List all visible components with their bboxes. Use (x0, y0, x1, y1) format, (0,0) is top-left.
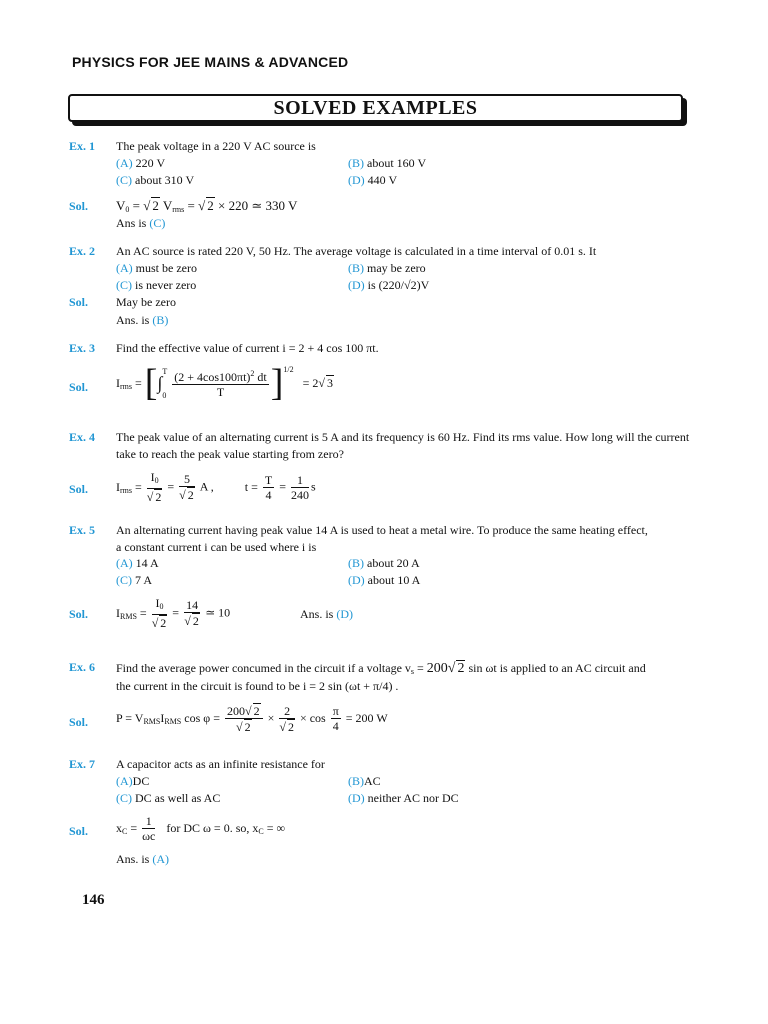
ex7-label: Ex. 7 (69, 757, 96, 771)
ex7-option-c: (C) DC as well as AC (116, 791, 221, 805)
ex1-option-c: (C) about 310 V (116, 173, 195, 187)
ex2-option-a: (A) must be zero (116, 261, 197, 275)
ex7-option-d: (D) neither AC nor DC (348, 791, 459, 805)
ex6-sol-label: Sol. (69, 715, 89, 729)
ex5-label: Ex. 5 (69, 523, 96, 537)
ex5-option-d: (D) about 10 A (348, 573, 421, 587)
ex6-question-line2: the current in the circuit is found to be i = 2 sin (ωt + π/4) . (116, 679, 399, 693)
ex2-label: Ex. 2 (69, 244, 96, 258)
ex2-sol-label: Sol. (69, 295, 89, 309)
ex5-sol-equation: $I_{RMS}$ = $\frac{I_0}{√ 2}$ = $\frac{14}{√ 2}$ ≃ 10 (116, 596, 231, 630)
ex7-option-b: (B)AC (348, 774, 381, 788)
ex2-answer: Ans. is (B) (116, 313, 169, 327)
book-title: PHYSICS FOR JEE MAINS & ADVANCED (72, 54, 349, 70)
section-title: SOLVED EXAMPLES (273, 97, 478, 119)
ex4-sol-label: Sol. (69, 482, 89, 496)
ex1-question: The peak voltage in a 220 V AC source is (116, 139, 316, 153)
ex1-option-d: (D) 440 V (348, 173, 398, 187)
ex5-option-b: (B) about 20 A (348, 556, 420, 570)
ex5-question-line2: a constant current i can be used where i is (116, 540, 317, 554)
section-banner (68, 94, 683, 122)
ex3-sol-equation: $I_{rms} = [\int_0^T$ $\frac{(2 + 4\cos 100\pi t)^2 dt}{T}$ ]$^{1/2}$ = 2√ 3 (116, 362, 334, 404)
ex2-option-d: (D) is (220/√2)V (348, 278, 430, 292)
ex7-sol-label: Sol. (69, 824, 89, 838)
ex1-option-a: (A) 220 V (116, 156, 166, 170)
ex7-sol-equation: $x_C$ = $\frac{1}{\omega c}$ for DC ω = 0. so, $x_C$ = ∞ (116, 814, 286, 843)
ex3-label: Ex. 3 (69, 341, 96, 355)
ex6-label: Ex. 6 (69, 660, 96, 674)
ex3-question: Find the effective value of current i = 2 + 4 cos 100 πt. (116, 341, 379, 355)
ex5-question-line1: An alternating current having peak value 14 A is used to heat a metal wire. To produce the same heating effect, (116, 523, 648, 537)
ex6-sol-equation: $P = V_{RMS}I_{RMS}$ cos φ = $\frac{200√ 2}{√ 2}$ × $\frac{2}{√ 2}$ × cos $\frac{\pi}{4}$ = 200 W (116, 703, 388, 734)
ex7-answer: Ans. is (A) (116, 852, 170, 866)
ex2-option-b: (B) may be zero (348, 261, 426, 275)
ex6-question-line1: Find the average power concumed in the circuit if a voltage $v_s = 200√$ 2 sin ωt is applied to an AC circuit and (116, 661, 646, 676)
ex4-question-line2: take to reach the peak value starting from zero? (116, 447, 344, 461)
ex2-sol-text: May be zero (116, 295, 176, 309)
ex5-option-a: (A) 14 A (116, 556, 159, 570)
ex2-question: An AC source is rated 220 V, 50 Hz. The average voltage is calculated in a time interval of 0.01 s. It (116, 244, 597, 258)
ex3-sol-label: Sol. (69, 380, 89, 394)
ex4-sol-equation: $I_{rms}$ = $\frac{I_0}{√ 2}$ = $\frac{5}{√ 2}$ A , t = $\frac{T}{4}$ = $\frac{1}{240}$ s (116, 470, 316, 504)
ex5-answer: Ans. is (D) (300, 607, 354, 621)
ex1-option-b: (B) about 160 V (348, 156, 427, 170)
ex1-label: Ex. 1 (69, 139, 96, 153)
ex5-option-c: (C) 7 A (116, 573, 153, 587)
ex1-sol-label: Sol. (69, 199, 89, 213)
ex7-question: A capacitor acts as an infinite resistance for (116, 757, 325, 771)
ex1-answer: Ans is (C) (116, 216, 166, 230)
ex7-option-a: (A)DC (116, 774, 150, 788)
ex5-sol-label: Sol. (69, 607, 89, 621)
page-number: 146 (82, 892, 105, 908)
ex4-label: Ex. 4 (69, 430, 96, 444)
ex2-option-c: (C) is never zero (116, 278, 197, 292)
ex4-question-line1: The peak value of an alternating current is 5 A and its frequency is 60 Hz. Find its rms value. How long will the current (116, 430, 690, 444)
ex1-sol-equation: $V_0$ = √ 2 $V_{rms}$ = √ 2 × 220 ≃ 330 V (116, 198, 298, 214)
